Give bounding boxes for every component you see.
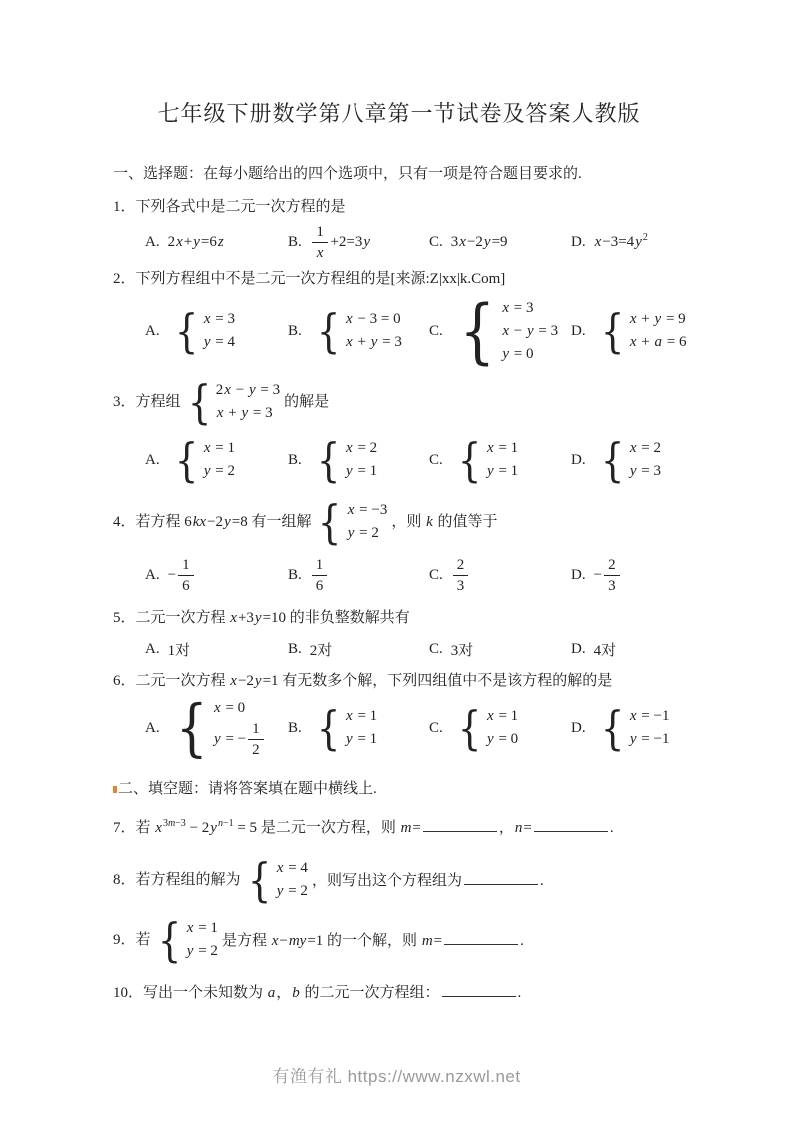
question-7-sep: ，n= (498, 820, 532, 836)
question-3-stem-pre: 3．方程组 (113, 394, 181, 410)
option-text: 3对 (450, 643, 474, 659)
page-title: 七年级下册数学第八章第一节试卷及答案人教版 (157, 101, 641, 126)
option-expression: $x-3=4y^2$ (594, 232, 648, 250)
fraction (178, 558, 194, 593)
question-10-stem: 10．写出一个未知数为 a，b 的二元一次方程组： (113, 985, 440, 1001)
option-label: C. (429, 641, 443, 657)
equation-line: y = 2 (203, 463, 236, 479)
question-8-end: . (539, 872, 544, 889)
question-2 (113, 269, 723, 372)
fraction-denominator: x (312, 242, 329, 260)
question-9-pre: 9．若 (113, 932, 151, 948)
equation-system (455, 433, 519, 487)
option-label: D. (571, 451, 586, 468)
minus-sign: − (593, 567, 603, 583)
left-brace-icon: { (247, 853, 271, 907)
option-label: C. (429, 322, 443, 339)
equation-line: x = 3 (502, 299, 534, 316)
question-9 (113, 913, 723, 967)
question-6-option-a (145, 691, 288, 764)
question-2-option-d (571, 304, 723, 358)
question-7 (113, 816, 723, 840)
left-brace-icon: { (316, 304, 341, 358)
question-8-tail (312, 870, 544, 891)
equation-line: x = −1 (629, 708, 670, 724)
question-8-post: ，则写出这个方程组为 (311, 872, 462, 889)
fraction-denominator: 6 (312, 575, 328, 593)
question-7-expression: $x^{3m-3} - 2y^{n-1} = 5$ (155, 818, 258, 836)
equation-line: 2x − y = 3 (215, 382, 281, 398)
fraction-denominator: 2 (248, 739, 264, 757)
option-expression: 3x−2y=9 (450, 234, 508, 250)
equation-system (315, 495, 388, 549)
left-brace-icon: { (175, 691, 208, 764)
equation-line: x + y = 3 (216, 405, 273, 421)
option-label: C. (429, 567, 443, 583)
left-brace-icon: { (459, 290, 495, 372)
question-3-option-c (429, 433, 571, 487)
question-9-tail (222, 930, 524, 951)
question-1-option-d (571, 233, 723, 252)
question-3 (113, 375, 723, 487)
section-1-heading: 一、选择题：在每小题给出的四个选项中，只有一项是符合题目要求的. (113, 166, 582, 182)
question-5 (113, 609, 723, 660)
left-brace-icon: { (316, 701, 341, 755)
answer-blank-m (423, 817, 497, 832)
fraction (312, 225, 329, 260)
equation-line: y = 1 (346, 463, 378, 479)
equation-line: y = 2 (276, 883, 308, 899)
equation-system (245, 853, 308, 907)
option-label: A. (145, 567, 160, 583)
fraction-numerator: 2 (608, 557, 616, 573)
left-brace-icon: { (157, 913, 181, 967)
option-expression: 2x+y=6z (167, 234, 224, 250)
equation-line: y = 1 (346, 731, 378, 747)
left-brace-icon: { (174, 433, 198, 487)
equation-line (213, 722, 266, 757)
equation-line: y = 3 (629, 463, 662, 479)
fraction-numerator: 1 (315, 557, 324, 573)
option-label: D. (571, 641, 586, 657)
fraction-denominator: 3 (453, 575, 469, 593)
fraction-numerator: 1 (316, 224, 324, 240)
equation-system (172, 304, 236, 358)
equation-line: y = 2 (347, 525, 379, 541)
question-4-stem-post: ，则 k 的值等于 (391, 513, 498, 530)
answer-blank (444, 930, 518, 945)
fraction-numerator: 1 (252, 721, 260, 737)
equation-line: x = 1 (346, 708, 378, 724)
question-4-option-c (429, 558, 571, 593)
question-5-stem: 5．二元一次方程 x+3y=10 的非负整数解共有 (113, 610, 410, 626)
fraction-denominator: 3 (604, 575, 620, 593)
left-brace-icon: { (457, 701, 482, 755)
left-brace-icon: { (600, 304, 624, 358)
option-label: D. (571, 567, 586, 583)
equation-system (314, 701, 378, 755)
equation-line: x = 1 (487, 708, 519, 724)
fraction (248, 722, 264, 757)
left-brace-icon: { (316, 433, 341, 487)
question-7-pre: 7．若 (113, 820, 155, 836)
question-4-stem (113, 495, 723, 549)
equation-system (598, 701, 670, 755)
minus-sign: − (167, 567, 177, 583)
fraction-numerator: 1 (182, 557, 190, 573)
equation-line: x = 1 (186, 920, 218, 936)
question-6-option-d (571, 701, 723, 755)
option-label: B. (288, 567, 302, 583)
question-8 (113, 853, 723, 907)
question-7-mid: 是二元一次方程，则 m= (257, 820, 421, 836)
question-2-option-c (429, 290, 571, 372)
question-1-option-c (429, 233, 571, 252)
question-6 (113, 672, 723, 764)
option-text: 2对 (309, 643, 333, 659)
equation-system (172, 433, 236, 487)
question-3-stem (113, 375, 723, 429)
question-1 (113, 197, 723, 260)
question-4 (113, 495, 723, 594)
option-label: C. (429, 234, 443, 250)
question-10-end: . (517, 985, 522, 1001)
equation-line: y = 0 (502, 345, 534, 362)
left-brace-icon: { (457, 433, 482, 487)
equation-system (598, 304, 687, 358)
option-label: A. (145, 322, 160, 339)
question-10 (113, 982, 723, 1003)
equation-system (155, 913, 218, 967)
question-5-option-a (145, 639, 288, 660)
question-4-options (113, 558, 723, 593)
question-3-option-a (145, 433, 288, 487)
question-5-option-d (571, 639, 723, 660)
option-label: B. (288, 719, 302, 736)
equation-line: y = 0 (487, 731, 519, 747)
option-label: C. (429, 451, 443, 468)
footer-watermark: 有渔有礼 https://www.nzxwl.net (272, 1067, 521, 1086)
left-brace-icon: { (318, 495, 342, 549)
option-expression: +2=3y (330, 234, 371, 250)
equation-line: x + y = 9 (629, 311, 686, 327)
equation-system (314, 304, 402, 358)
equation-system (598, 433, 662, 487)
option-label: A. (145, 234, 160, 250)
fraction-denominator: 6 (178, 575, 194, 593)
option-label: C. (429, 719, 443, 736)
left-brace-icon: { (600, 433, 624, 487)
question-4-option-b (288, 558, 429, 593)
question-4-option-a (145, 558, 288, 593)
question-1-options (113, 225, 723, 260)
equation-line: x = −3 (347, 502, 388, 518)
equation-line: x = 1 (203, 440, 236, 456)
question-1-stem: 1．下列各式中是二元一次方程的是 (113, 199, 346, 215)
fraction (312, 558, 328, 593)
question-5-option-b (288, 639, 429, 660)
question-2-options (113, 290, 723, 372)
option-text: 1对 (167, 643, 191, 659)
option-label: B. (288, 451, 302, 468)
option-label: B. (288, 234, 302, 250)
question-9-end: . (520, 932, 524, 949)
option-label: D. (571, 234, 586, 250)
equation-line: x = 0 (214, 700, 246, 716)
equation-fragment: y = − (214, 731, 247, 747)
fraction (604, 558, 620, 593)
question-7-end: . (609, 820, 614, 836)
answer-blank (442, 982, 516, 997)
question-6-options (113, 691, 723, 764)
question-1-option-b (288, 225, 429, 260)
option-label: A. (145, 719, 160, 736)
question-2-stem: 2．下列方程组中不是二元一次方程组的是[来源:Z|xx|k.Com] (113, 271, 506, 287)
equation-line: y = 4 (203, 334, 236, 350)
question-6-option-b (288, 701, 429, 755)
question-5-option-c (429, 639, 571, 660)
equation-line: y = −1 (629, 731, 670, 747)
answer-blank-n (534, 817, 608, 832)
option-label: B. (288, 322, 302, 339)
left-brace-icon: { (187, 375, 211, 429)
equation-line: x = 4 (276, 860, 308, 876)
left-brace-icon: { (600, 701, 624, 755)
artifact-dot-icon (113, 786, 117, 793)
question-9-post: 是方程 x−my=1 的一个解，则 m= (221, 932, 443, 949)
equation-line: x = 3 (203, 311, 236, 327)
equation-line: x = 2 (346, 440, 378, 456)
equation-system (314, 433, 378, 487)
equation-line: x = 1 (487, 440, 519, 456)
option-label: A. (145, 641, 160, 657)
question-3-options (113, 433, 723, 487)
option-label: B. (288, 641, 302, 657)
answer-blank (464, 870, 538, 885)
left-brace-icon: { (174, 304, 198, 358)
option-label: D. (571, 719, 586, 736)
question-8-pre: 8．若方程组的解为 (113, 872, 241, 888)
equation-line: y = 1 (487, 463, 519, 479)
option-text: 4对 (593, 643, 617, 659)
question-6-option-c (429, 701, 571, 755)
option-label: D. (571, 322, 586, 339)
section-2-heading-text: 二、填空题：请将答案填在题中横线上. (118, 781, 377, 797)
equation-line: x − 3 = 0 (346, 311, 401, 327)
question-2-option-a (145, 304, 288, 358)
question-3-stem-post: 的解是 (284, 394, 330, 410)
equation-line: x − y = 3 (502, 322, 559, 339)
option-label: A. (145, 451, 160, 468)
question-3-option-b (288, 433, 429, 487)
equation-line: x + a = 6 (629, 334, 687, 350)
question-3-option-d (571, 433, 723, 487)
equation-system (185, 375, 281, 429)
question-2-option-b (288, 304, 429, 358)
equation-system (172, 691, 266, 764)
question-6-stem: 6．二元一次方程 x−2y=1 有无数多个解，下列四组值中不是该方程的解的是 (113, 673, 613, 689)
equation-system (455, 701, 519, 755)
equation-line: y = 2 (186, 943, 218, 959)
question-4-stem-pre: 4．若方程 6kx−2y=8 有一组解 (113, 513, 312, 530)
question-1-option-a (145, 233, 288, 252)
fraction-numerator: 2 (456, 557, 465, 573)
question-5-options (113, 639, 723, 660)
fraction (453, 558, 469, 593)
equation-system (455, 290, 559, 372)
question-4-option-d (571, 558, 723, 593)
equation-line: x = 2 (629, 440, 662, 456)
section-2-heading (113, 779, 723, 799)
equation-line: x + y = 3 (346, 334, 402, 350)
